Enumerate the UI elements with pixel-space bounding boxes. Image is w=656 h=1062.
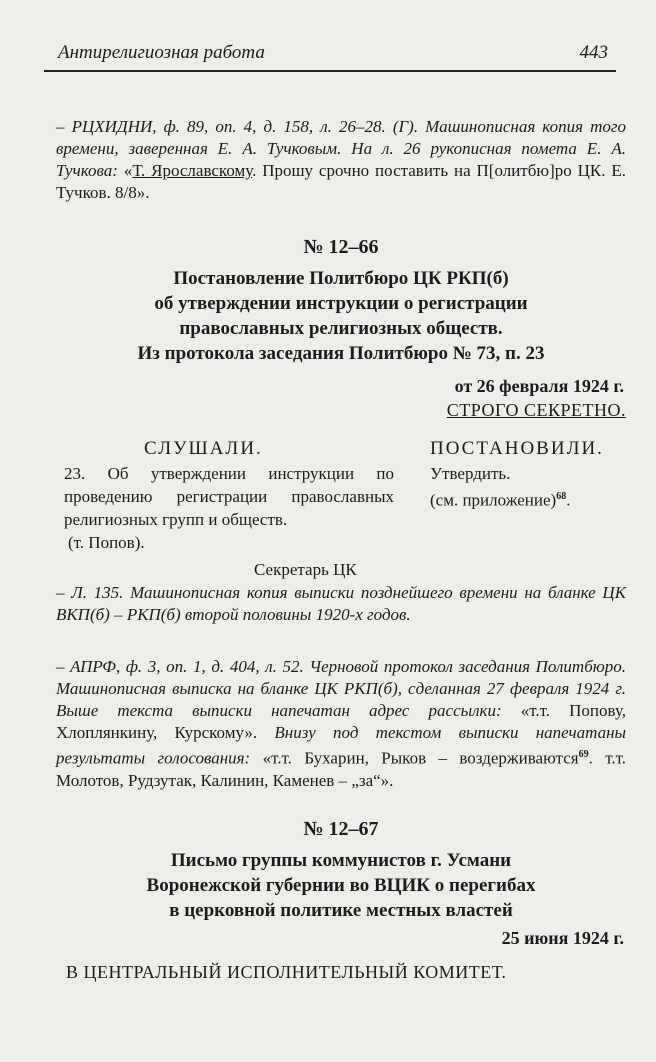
resolved-heading: СЛУШАЛИ.	[144, 438, 263, 459]
source-note-underlined: Т. Ярославскому	[132, 161, 253, 180]
document-2-title	[56, 848, 626, 923]
footnote-mark: 69	[578, 749, 589, 760]
source-note-italic: – РЦХИДНИ, ф. 89, оп. 4, д. 158, л. 26–28. (Г). Машинописная копия того времени, заверенная Е. А. Тучковым. На л. 26 рукописная помета Е. А. Тучкова:	[56, 117, 626, 180]
document-title	[56, 266, 626, 366]
decision	[430, 462, 630, 512]
archive-note-2-quote-2: «т.т. Бухарин, Рыков – воздерживаются	[262, 748, 579, 768]
title-line: в церковной политике местных властей	[169, 900, 513, 921]
decision-text: (см. приложение)	[430, 490, 557, 510]
archive-note-2-italic-2: Внизу под текстом выписки напечатаны результаты голосования:	[56, 723, 627, 768]
source-note-quote: Прошу срочно поставить на П[олитбю]ро ЦК. Е. Тучков. 8/8	[56, 161, 626, 202]
archival-source-note-1	[56, 116, 626, 204]
archive-note-1: – Л. 135. Машинописная копия выписки позднейшего времени на бланке ЦК ВКП(б) – РКП(б) второй половины 1920-х годов.	[56, 583, 626, 624]
archive-note-2-quote-3: . т.т. Молотов, Рудзутак, Калинин, Каменев – „за“».	[56, 748, 627, 790]
classification-stamp: СТРОГО СЕКРЕТНО.	[446, 400, 626, 420]
title-line: Воронежской губернии во ВЦИК о перегибах	[146, 875, 536, 896]
header-rule	[44, 70, 616, 72]
document-2-date: 25 июня 1924 г.	[501, 928, 624, 948]
source-note-open-quote: «	[123, 161, 133, 180]
addressee: В ЦЕНТРАЛЬНЫЙ ИСПОЛНИТЕЛЬНЫЙ КОМИТЕТ.	[66, 962, 507, 982]
archive-note-2	[56, 656, 626, 792]
agenda-item-text: 23. Об утверждении инструкции по проведению регистрации православных религиозных групп и обществ.	[64, 464, 394, 529]
secretary-signature: Секретарь ЦК	[254, 560, 357, 579]
running-title: Антирелигиозная работа	[58, 42, 265, 63]
document-2-number: № 12–67	[303, 818, 379, 840]
decision-end: .	[566, 490, 571, 510]
title-line: Постановление Политбюро ЦК РКП(б)	[173, 268, 509, 289]
decided-heading: ПОСТАНОВИЛИ.	[430, 438, 604, 459]
source-note-close-quote: ».	[136, 183, 150, 202]
title-line: православных религиозных обществ.	[179, 318, 503, 339]
agenda-item	[64, 462, 394, 554]
decision-line-2	[430, 485, 630, 512]
archive-note-2-quote: «т.т. Попову, Хлоплянкину, Курскому».	[56, 701, 627, 742]
document-date: от 26 февраля 1924 г.	[454, 376, 624, 396]
agenda-item-rapporteur: (т. Попов).	[68, 533, 145, 552]
page-number: 443	[579, 42, 608, 63]
title-line: Письмо группы коммунистов г. Усмани	[170, 850, 512, 871]
title-line: об утверждении инструкции о регистрации	[154, 293, 528, 314]
title-line: Из протокола заседания Политбюро № 73, п. 23	[137, 343, 545, 364]
decision-line: Утвердить.	[430, 464, 511, 483]
source-note-line-end: .	[252, 161, 257, 180]
document-number: № 12–66	[303, 236, 379, 258]
footnote-mark: 68	[556, 491, 567, 502]
running-header	[44, 38, 616, 68]
archive-note-2-italic: – АПРФ, ф. 3, оп. 1, д. 404, л. 52. Черновой протокол заседания Политбюро. Машинописная выписка на бланке ЦК РКП(б), сделанная 27 февраля 1924 г. Выше текста выписки напечатан адрес рассылки:	[56, 657, 626, 720]
